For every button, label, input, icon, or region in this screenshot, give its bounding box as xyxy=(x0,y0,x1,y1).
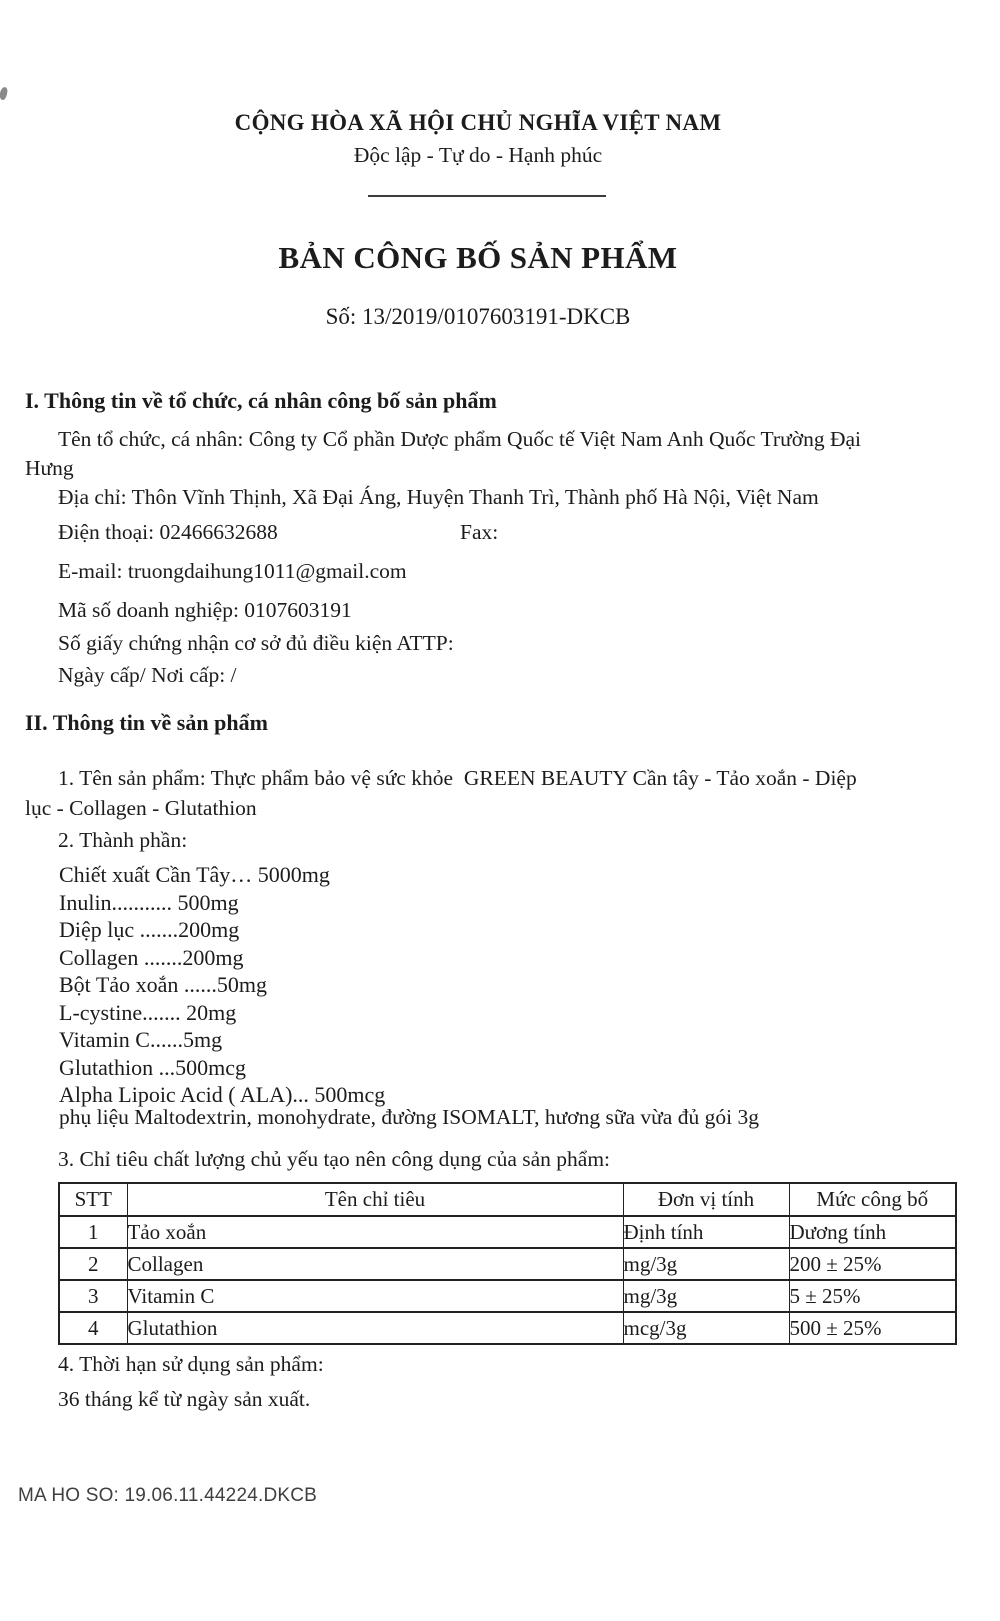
shelf-life-text: 36 tháng kể từ ngày sản xuất. xyxy=(58,1387,311,1411)
cell-criterion: Collagen xyxy=(127,1248,623,1280)
col-header-unit: Đơn vị tính xyxy=(623,1183,789,1216)
ingredients-list xyxy=(59,861,385,1109)
ingredient-item: Inulin........... 500mg xyxy=(59,889,239,915)
header-divider-line xyxy=(368,195,606,197)
cell-stt: 4 xyxy=(59,1312,127,1344)
cell-unit: mg/3g xyxy=(623,1248,789,1280)
ingredient-item: Alpha Lipoic Acid ( ALA)... 500mcg xyxy=(59,1082,386,1107)
cell-declared-level: 5 ± 25% xyxy=(789,1280,956,1312)
scan-artifact xyxy=(0,86,8,100)
cell-criterion: Tảo xoắn xyxy=(127,1216,623,1248)
cell-criterion: Glutathion xyxy=(127,1312,623,1344)
cell-stt: 1 xyxy=(59,1216,127,1248)
table-row xyxy=(59,1216,956,1248)
cell-stt: 2 xyxy=(59,1248,127,1280)
col-header-declared-level: Mức công bố xyxy=(789,1183,956,1216)
ingredients-heading: 2. Thành phần: xyxy=(58,828,188,852)
org-business-code: Mã số doanh nghiệp: 0107603191 xyxy=(58,598,352,622)
org-email: E-mail: truongdaihung1011@gmail.com xyxy=(58,559,407,583)
quality-table xyxy=(58,1182,957,1345)
table-row xyxy=(59,1312,956,1344)
section1-heading: I. Thông tin về tổ chức, cá nhân công bố sản phẩm xyxy=(25,388,497,413)
org-address: Địa chỉ: Thôn Vĩnh Thịnh, Xã Đại Áng, Huyện Thanh Trì, Thành phố Hà Nội, Việt Nam xyxy=(58,485,819,509)
cell-declared-level: 500 ± 25% xyxy=(789,1312,956,1344)
document-number: Số: 13/2019/0107603191-DKCB xyxy=(325,304,631,329)
ingredient-item: Vitamin C......5mg xyxy=(59,1027,223,1052)
quality-heading: 3. Chỉ tiêu chất lượng chủ yếu tạo nên công dụng của sản phẩm: xyxy=(58,1147,611,1171)
ingredient-item: Bột Tảo xoắn ......50mg xyxy=(59,972,267,997)
section2-heading: II. Thông tin về sản phẩm xyxy=(25,710,268,735)
org-phone: Điện thoại: 02466632688 xyxy=(58,520,278,544)
table-header-row xyxy=(59,1183,956,1216)
org-issue-date-place: Ngày cấp/ Nơi cấp: / xyxy=(58,663,237,687)
ingredient-item: Diệp lục .......200mg xyxy=(59,917,240,942)
excipients-line: phụ liệu Maltodextrin, monohydrate, đường ISOMALT, hương sữa vừa đủ gói 3g xyxy=(59,1105,759,1129)
ingredient-item: Chiết xuất Cần Tây… 5000mg xyxy=(59,862,330,887)
product-name-line2: lục - Collagen - Glutathion xyxy=(25,796,257,820)
cell-unit: Định tính xyxy=(623,1216,789,1248)
cell-unit: mg/3g xyxy=(623,1280,789,1312)
national-title: CỘNG HÒA XÃ HỘI CHỦ NGHĨA VIỆT NAM xyxy=(234,110,722,135)
org-name-line2: Hưng xyxy=(25,456,74,480)
ingredient-item: Collagen .......200mg xyxy=(59,944,244,970)
table-row xyxy=(59,1280,956,1312)
file-code: MA HO SO: 19.06.11.44224.DKCB xyxy=(18,1485,318,1506)
shelf-life-heading: 4. Thời hạn sử dụng sản phẩm: xyxy=(58,1352,324,1376)
org-fax: Fax: xyxy=(460,520,499,544)
national-motto: Độc lập - Tự do - Hạnh phúc xyxy=(353,143,603,167)
cell-criterion: Vitamin C xyxy=(127,1280,623,1312)
col-header-stt: STT xyxy=(59,1183,127,1216)
cell-declared-level: 200 ± 25% xyxy=(789,1248,956,1280)
ingredient-item: Glutathion ...500mcg xyxy=(59,1054,246,1080)
table-row xyxy=(59,1248,956,1280)
org-name-line1: Tên tổ chức, cá nhân: Công ty Cổ phần Dược phẩm Quốc tế Việt Nam Anh Quốc Trường Đại xyxy=(58,427,862,451)
org-attp-certificate: Số giấy chứng nhận cơ sở đủ điều kiện ATTP: xyxy=(58,631,454,655)
col-header-criterion: Tên chỉ tiêu xyxy=(127,1183,623,1216)
cell-stt: 3 xyxy=(59,1280,127,1312)
document-title: BẢN CÔNG BỐ SẢN PHẨM xyxy=(278,240,678,275)
product-name-line1: 1. Tên sản phẩm: Thực phẩm bảo vệ sức khỏe GREEN BEAUTY Cần tây - Tảo xoắn - Diệp xyxy=(58,766,857,790)
cell-declared-level: Dương tính xyxy=(789,1216,956,1248)
cell-unit: mcg/3g xyxy=(623,1312,789,1344)
ingredient-item: L-cystine....... 20mg xyxy=(59,999,237,1025)
